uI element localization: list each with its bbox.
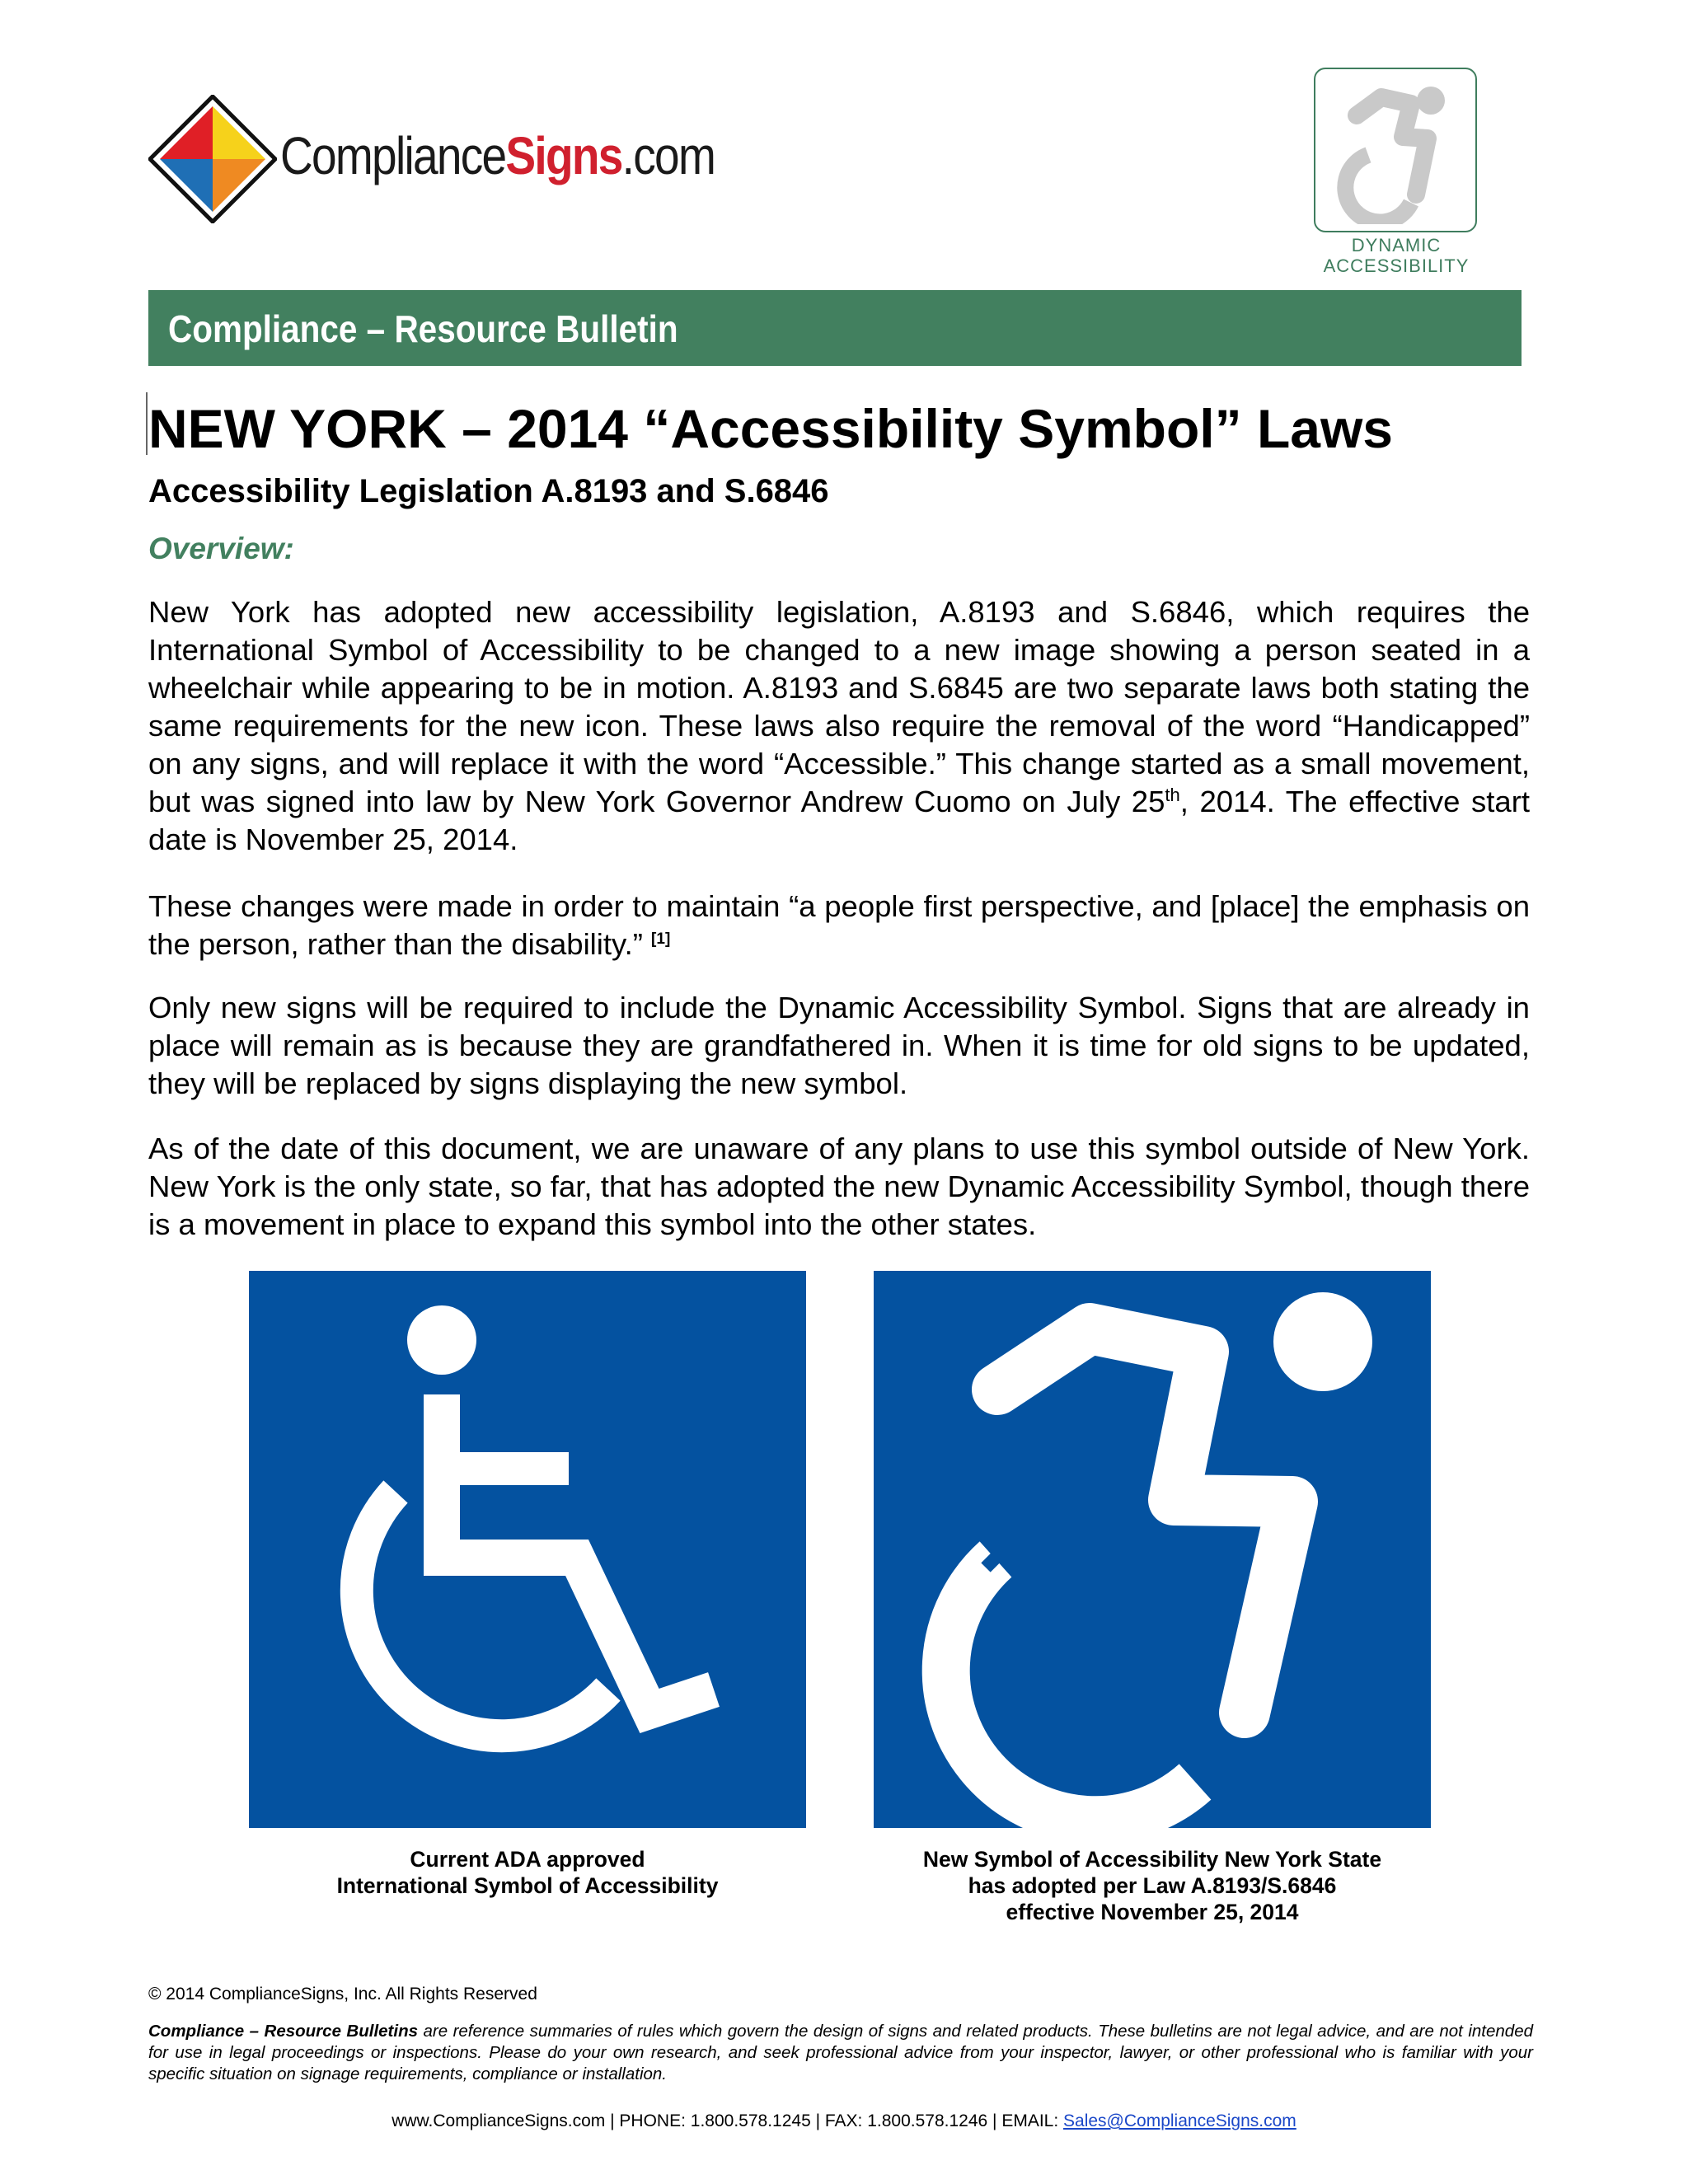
paragraph-people-first: These changes were made in order to maintain “a people first perspective, and [place] the emphasis on the person, rather than the disability.” [1] — [148, 889, 1530, 961]
copyright-notice: © 2014 ComplianceSigns, Inc. All Rights Reserved — [148, 1985, 537, 2004]
badge-label-line2: ACCESSIBILITY — [1323, 255, 1470, 276]
overview-heading: Overview: — [148, 532, 294, 565]
page-subtitle: Accessibility Legislation A.8193 and S.6846 — [148, 473, 829, 509]
caption-new-symbol: New Symbol of Accessibility New York State has adopted per Law A.8193/S.6846 effective November 25, 2014 — [922, 1847, 1382, 1924]
paragraph-other-states: As of the date of this document, we are unaware of any plans to use this symbol outside of New York. New York is the only state, so far, that has adopted the new Dynamic Accessibility Symbol, though there is a movement in place to expand this symbol into the other states. — [148, 1132, 1530, 1241]
company-logo — [148, 95, 715, 223]
bulletin-banner — [148, 290, 1522, 366]
caption-current-symbol: Current ADA approved International Symbol of Accessibility — [336, 1847, 719, 1898]
page-title: NEW YORK – 2014 “Accessibility Symbol” Laws — [148, 398, 1394, 459]
current-ada-symbol-image — [249, 1271, 806, 1828]
contact-info: www.ComplianceSigns.com | PHONE: 1.800.578.1245 | FAX: 1.800.578.1246 | EMAIL: Sales@ComplianceSigns.com — [392, 2111, 1296, 2130]
dynamic-wheelchair-icon-large — [874, 1271, 1431, 1828]
email-link[interactable]: Sales@ComplianceSigns.com — [1063, 2111, 1296, 2130]
footnote-ref: [1] — [651, 930, 671, 948]
logo-diamond-icon — [148, 95, 277, 223]
logo-wordmark: ComplianceSigns.com — [280, 126, 715, 185]
text-cursor — [146, 392, 148, 455]
paragraph-new-signs: Only new signs will be required to include the Dynamic Accessibility Symbol. Signs that are already in place will remain as is because they are grandfathered in. When it is time for old signs to be updated, they will be replaced by signs displaying the new symbol. — [148, 991, 1530, 1100]
disclaimer: Compliance – Resource Bulletins are reference summaries of rules which govern the design of signs and related products. These bulletins are not legal advice, and are not intended for use in legal proceedings or inspections. Please do your own research, and seek professional advice from your inspector, lawyer, or other professional who is familiar with your specific situation on signage requirements, compliance or installation. — [148, 2022, 1533, 2083]
dynamic-wheelchair-icon — [1330, 79, 1462, 224]
new-dynamic-symbol-image — [874, 1271, 1431, 1828]
paragraph-legislation: New York has adopted new accessibility legislation, A.8193 and S.6846, which requires the International Symbol of Accessibility to be changed to a new image showing a person seated in a wheelchair while appearing to be in motion. A.8193 and S.6845 are two separate laws both stating the same requirements for the new icon. These laws also require the removal of the word “Handicapped” on any signs, and will replace it with the word “Accessible.” This change started as a small movement, but was signed into law by New York Governor Andrew Cuomo on July 25th, 2014. The effective start date is November 25, 2014. — [148, 595, 1530, 856]
dynamic-accessibility-badge — [1312, 66, 1480, 284]
wheelchair-icon — [249, 1271, 806, 1828]
badge-label-line1: DYNAMIC — [1351, 235, 1442, 255]
banner-title: Compliance – Resource Bulletin — [168, 307, 678, 350]
